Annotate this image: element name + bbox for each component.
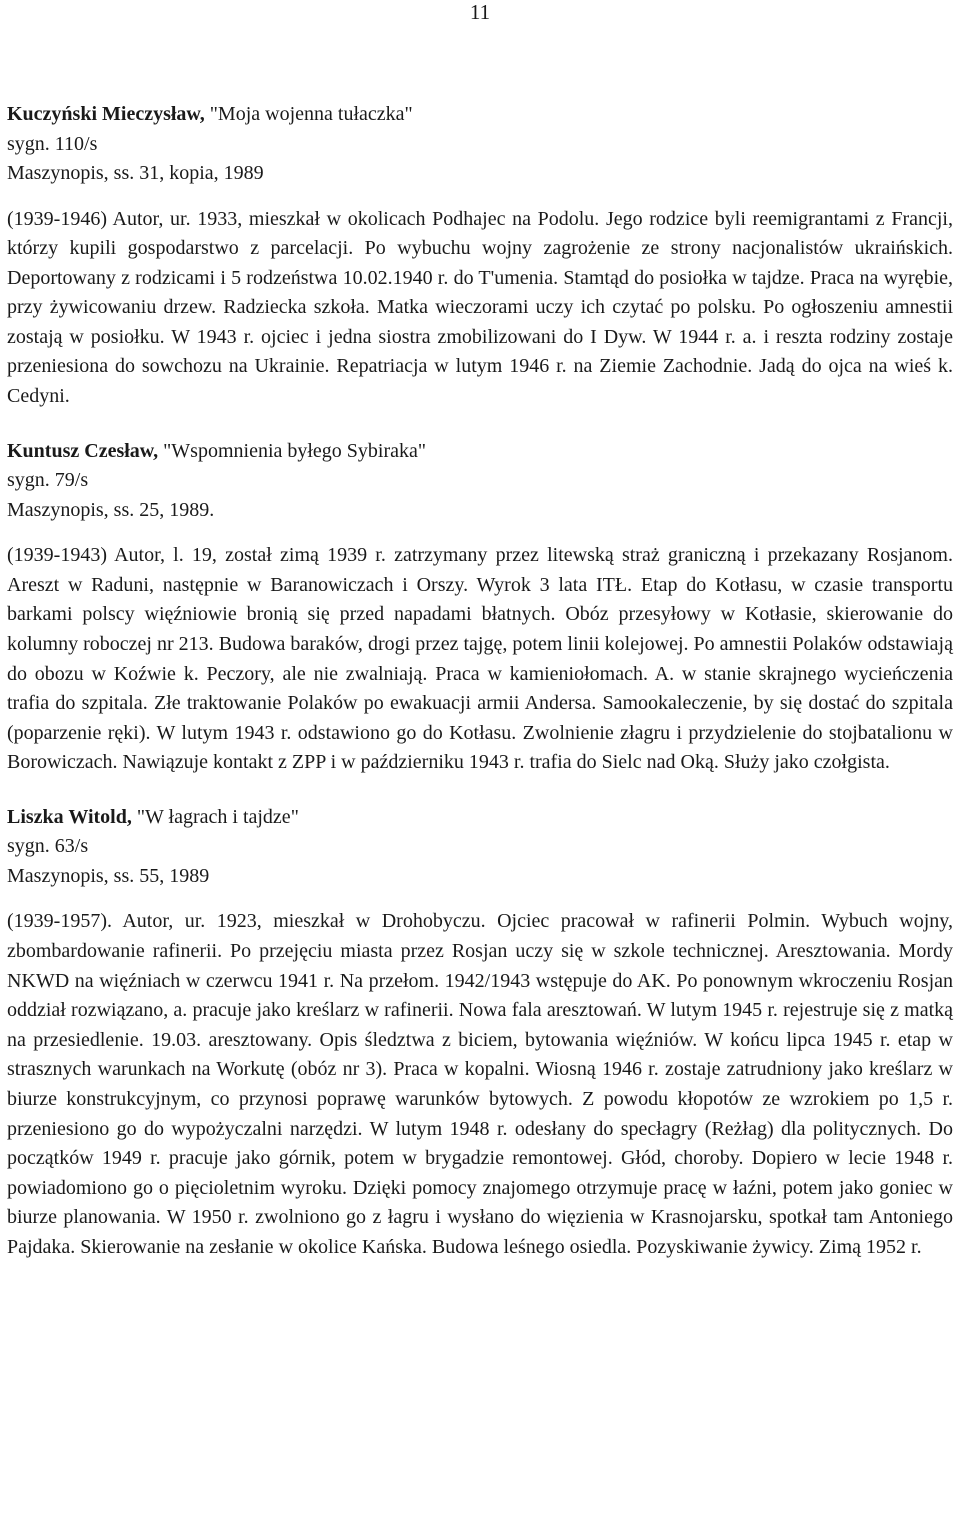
entry-author: Kuntusz Czesław, bbox=[7, 439, 159, 462]
catalog-entry-liszka bbox=[7, 803, 953, 1263]
entry-title: "Wspomnienia byłego Sybiraka" bbox=[158, 439, 427, 462]
catalog-entry-kuczynski bbox=[7, 100, 953, 412]
entry-description: (1939-1957). Autor, ur. 1923, mieszkał w Drohobyczu. Ojciec pracował w rafinerii Polmin. Wybuch wojny, zbombardowanie rafinerii. Po przejęciu miasta przez Rosjan uczy się w szkole technicznej. Aresztowania. Mordy NKWD na więźniach w czerwcu 1941 r. Na przełom. 1942/1943 wstępuje do AK. Po ponownym wkroczeniu Rosjan oddział rozwiązano, a. pracuje jako kreślarz w rafinerii. Nowa fala aresztowań. W lutym 1945 r. rejestruje się z matką na przesiedlenie. 19.03. aresztowany. Opis śledztwa z biciem, bytowania więźniów. W końcu lipca 1945 r. etap w strasznych warunkach na Workutę (obóz nr 3). Praca w kopalni. Wiosną 1946 r. zostaje zatrudniony jako kreślarz w biurze konstrukcyjnym, co przynosi poprawę warunków bytowych. Z powodu kłopotów ze wzrokiem po 1,5 r. przeniesiono go do wypożyczalni narzędzi. W lutym 1948 r. odesłany do specłagry (Reżłag) dla politycznych. Do początków 1949 r. pracuje jako górnik, potem w brygadzie remontowej. Głód, choroby. Dopiero w lecie 1948 r. powiadomiono go o pięcioletnim wyroku. Dzięki pomocy znajomego otrzymuje pracę w łaźni, potem jako goniec w biurze planowania. W 1950 r. zwolniono go z łagru i wysłano do więzienia w Krasnojarsku, spotkał tam Antoniego Pajdaka. Skierowanie na zesłanie w okolice Kańska. Budowa leśnego osiedla. Pozyskiwanie żywicy. Zimą 1952 r. bbox=[7, 910, 953, 1258]
entry-author: Liszka Witold, bbox=[7, 805, 132, 828]
entry-format: Maszynopis, ss. 25, 1989. bbox=[7, 498, 215, 521]
entry-description: (1939-1946) Autor, ur. 1933, mieszkał w okolicach Podhajec na Podolu. Jego rodzice byli reemigrantami z Francji, którzy kupili gospodarstwo z parcelacji. Po wybuchu wojny zagrożenie ze strony nacjonalistów ukraińskich. Deportowany z rodzicami i 5 rodzeństwa 10.02.1940 r. do T'umenia. Stamtąd do posiołka w tajdze. Praca na wyrębie, przy żywicowaniu drzew. Radziecka szkoła. Matka wieczorami uczy ich czytać po polsku. Po ogłoszeniu amnestii zostają w posiołku. W 1943 r. ojciec i jedna siostra zmobilizowani do I Dyw. W 1944 r. a. i reszta rodziny zostaje przeniesiona do sowchozu na Ukrainie. Repatriacja w lutym 1946 r. na Ziemie Zachodnie. Jadą do ojca na wieś k. Cedyni. bbox=[7, 207, 953, 408]
entry-heading bbox=[7, 803, 953, 833]
entry-signature: sygn. 110/s bbox=[7, 132, 98, 155]
catalog-entry-kuntusz bbox=[7, 437, 953, 778]
page-number: 11 bbox=[469, 0, 491, 24]
entry-author: Kuczyński Mieczysław, bbox=[7, 103, 205, 125]
entry-title: "W łagrach i tajdze" bbox=[131, 805, 299, 828]
entry-title: "Moja wojenna tułaczka" bbox=[204, 103, 413, 125]
entry-format: Maszynopis, ss. 31, kopia, 1989 bbox=[7, 162, 264, 184]
entry-format: Maszynopis, ss. 55, 1989 bbox=[7, 864, 210, 887]
entry-signature: sygn. 63/s bbox=[7, 835, 89, 858]
entry-signature: sygn. 79/s bbox=[7, 469, 89, 492]
entry-heading bbox=[7, 437, 953, 467]
entry-heading bbox=[7, 100, 953, 130]
entry-description: (1939-1943) Autor, l. 19, został zimą 1939 r. zatrzymany przez litewską straż graniczną i przekazany Rosjanom. Areszt w Raduni, następnie w Baranowiczach i Orszy. Wyrok 3 lata ITŁ. Etap do Kotłasu, w czasie transportu barkami polscy więźniowie bronią się przed napadami błatnych. Obóz przesyłowy w Kotłasie, skierowanie do kolumny roboczej nr 213. Budowa baraków, drogi przez tajgę, potem linii kolejowej. Po amnestii Polaków odstawiają do obozu w Koźwie k. Peczory, ale nie zwalniają. Praca w kamieniołomach. A. w stanie skrajnego wycieńczenia trafia do szpitala. Złe traktowanie Polaków po ewakuacji armii Andersa. Samookaleczenie, by się dostać do szpitala (poparzenie ręki). W lutym 1943 r. odstawiono go do Kotłasu. Zwolnienie złagru i przydzielenie do stojbatalionu w Borowiczach. Nawiązuje kontakt z ZPP i w październiku 1943 r. trafia do Sielc nad Oką. Służy jako czołgista. bbox=[7, 544, 953, 774]
document-body bbox=[7, 100, 953, 1288]
